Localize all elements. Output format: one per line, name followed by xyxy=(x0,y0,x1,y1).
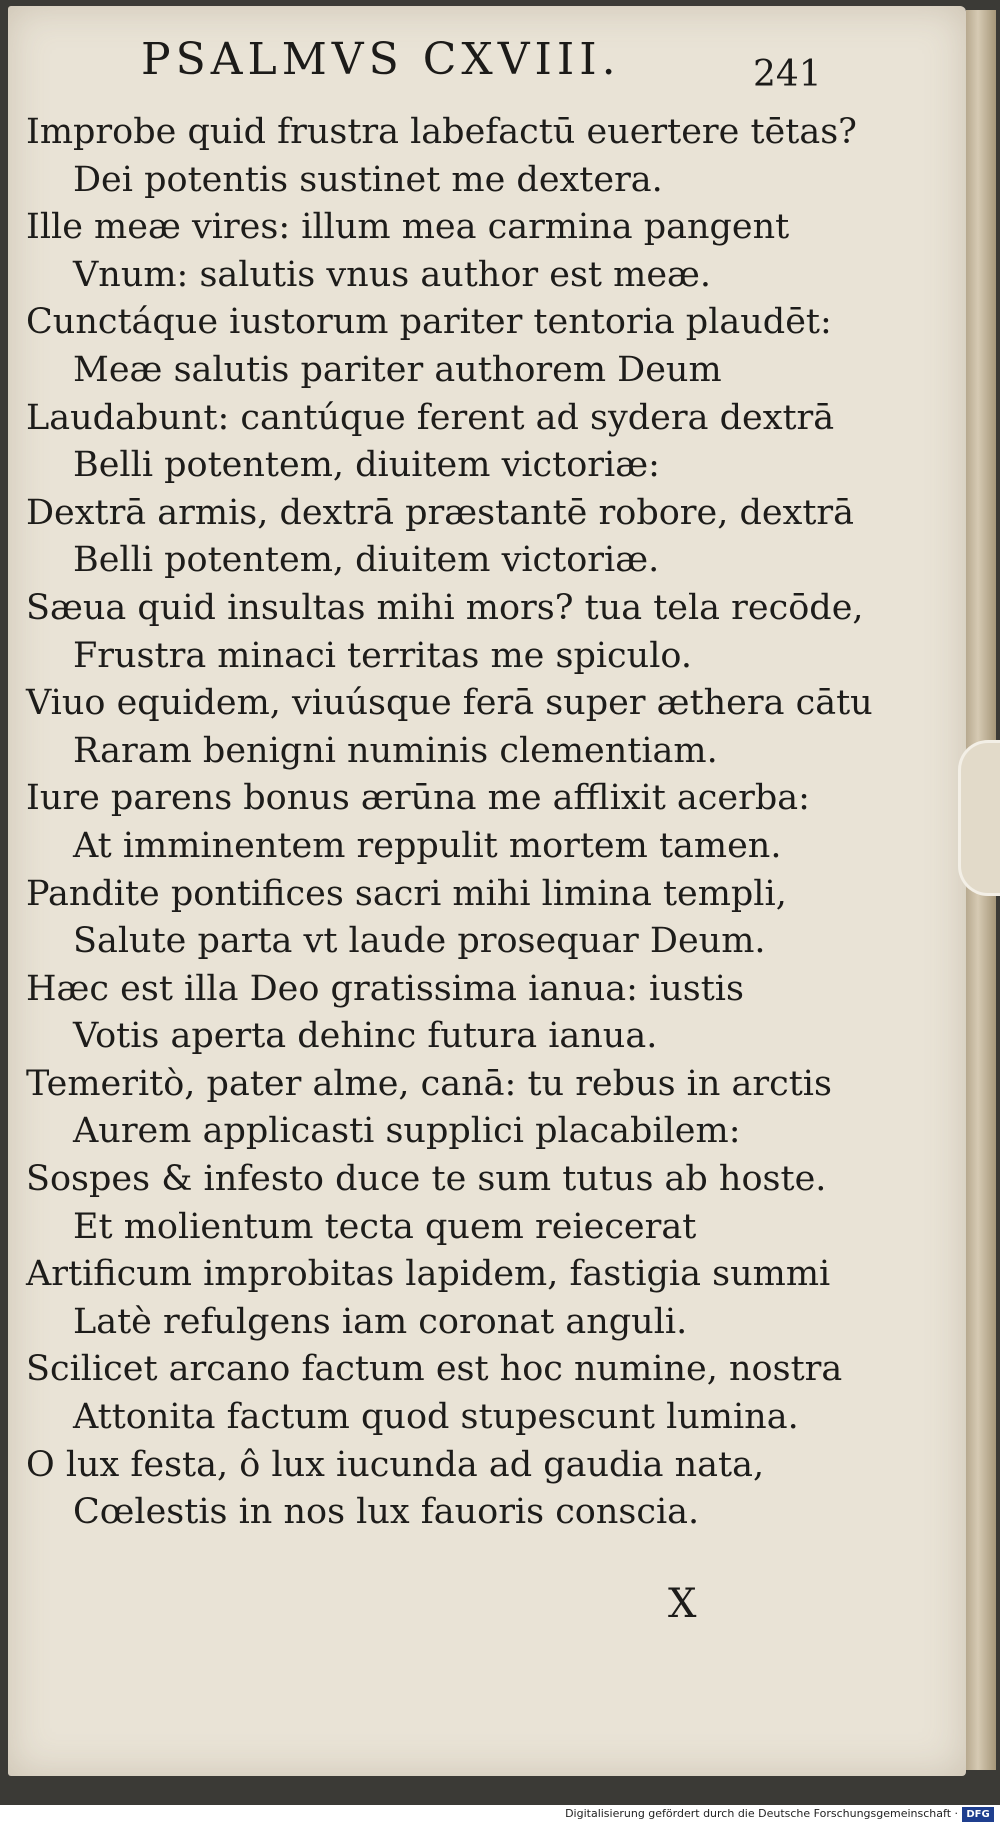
verse-line: Latè refulgens iam coronat anguli. xyxy=(73,1301,688,1342)
page-tab-marker xyxy=(958,740,1000,896)
verse-line: Sospes & infesto duce te sum tutus ab hoste. xyxy=(26,1159,827,1200)
verse-line: Pandite pontifices sacri mihi limina templi, xyxy=(26,873,787,914)
verse-line: At imminentem reppulit mortem tamen. xyxy=(73,825,782,866)
verse-line: Meæ salutis pariter authorem Deum xyxy=(73,349,722,390)
verse-line: Aurem applicasti supplici placabilem: xyxy=(73,1111,741,1152)
verse-line: O lux festa, ô lux iucunda ad gaudia nata, xyxy=(26,1444,765,1485)
verse-line: Vnum: salutis vnus author est meæ. xyxy=(73,254,712,295)
page-number: 241 xyxy=(753,54,822,95)
verse-line: Dextrā armis, dextrā præstantē robore, dextrā xyxy=(26,492,855,533)
digitization-credit: Digitalisierung gefördert durch die Deutsche Forschungsgemeinschaft · xyxy=(565,1807,958,1820)
page-header xyxy=(8,28,966,95)
verse-line: Dei potentis sustinet me dextera. xyxy=(73,159,663,200)
verse-line: Cœlestis in nos lux fauoris conscia. xyxy=(73,1492,700,1533)
signature-mark: X xyxy=(668,1581,697,1627)
verse-line: Viuo equidem, viuúsque ferā super æthera cātu xyxy=(26,683,873,724)
verse-line: Iure parens bonus ærūna me afflixit acerba: xyxy=(26,778,810,819)
dfg-logo: DFG xyxy=(962,1807,994,1822)
verse-line: Scilicet arcano factum est hoc numine, nostra xyxy=(26,1349,843,1390)
verse-line: Ille meæ vires: illum mea carmina pangent xyxy=(26,207,790,248)
verse-line: Votis aperta dehinc futura ianua. xyxy=(73,1016,658,1057)
verse-line: Belli potentem, diuitem victoriæ. xyxy=(73,540,660,581)
verse-line: Raram benigni numinis clementiam. xyxy=(73,730,718,771)
verse-line: Sæua quid insultas mihi mors? tua tela recōde, xyxy=(26,587,864,628)
running-head: PSALMVS CXVIII. xyxy=(141,34,621,85)
verse-line: Attonita factum quod stupescunt lumina. xyxy=(73,1397,799,1438)
verse-line: Cunctáque iustorum pariter tentoria plaudēt: xyxy=(26,302,832,343)
verse-line: Artificum improbitas lapidem, fastigia summi xyxy=(26,1254,831,1295)
verse-line: Frustra minaci territas me spiculo. xyxy=(73,635,692,676)
verse-line: Laudabunt: cantúque ferent ad sydera dextrā xyxy=(26,397,835,438)
verse-line: Et molientum tecta quem reiecerat xyxy=(73,1206,697,1247)
book-page xyxy=(8,6,966,1776)
psalm-text xyxy=(8,109,966,1537)
verse-line: Temeritò, pater alme, canā: tu rebus in arctis xyxy=(26,1063,832,1104)
verse-line: Hæc est illa Deo gratissima ianua: iustis xyxy=(26,968,744,1009)
verse-line: Improbe quid frustra labefactū euertere tētas? xyxy=(26,112,857,152)
verse-line: Belli potentem, diuitem victoriæ: xyxy=(73,445,660,486)
footer-bar xyxy=(0,1805,1000,1825)
verse-line: Salute parta vt laude prosequar Deum. xyxy=(73,921,766,962)
